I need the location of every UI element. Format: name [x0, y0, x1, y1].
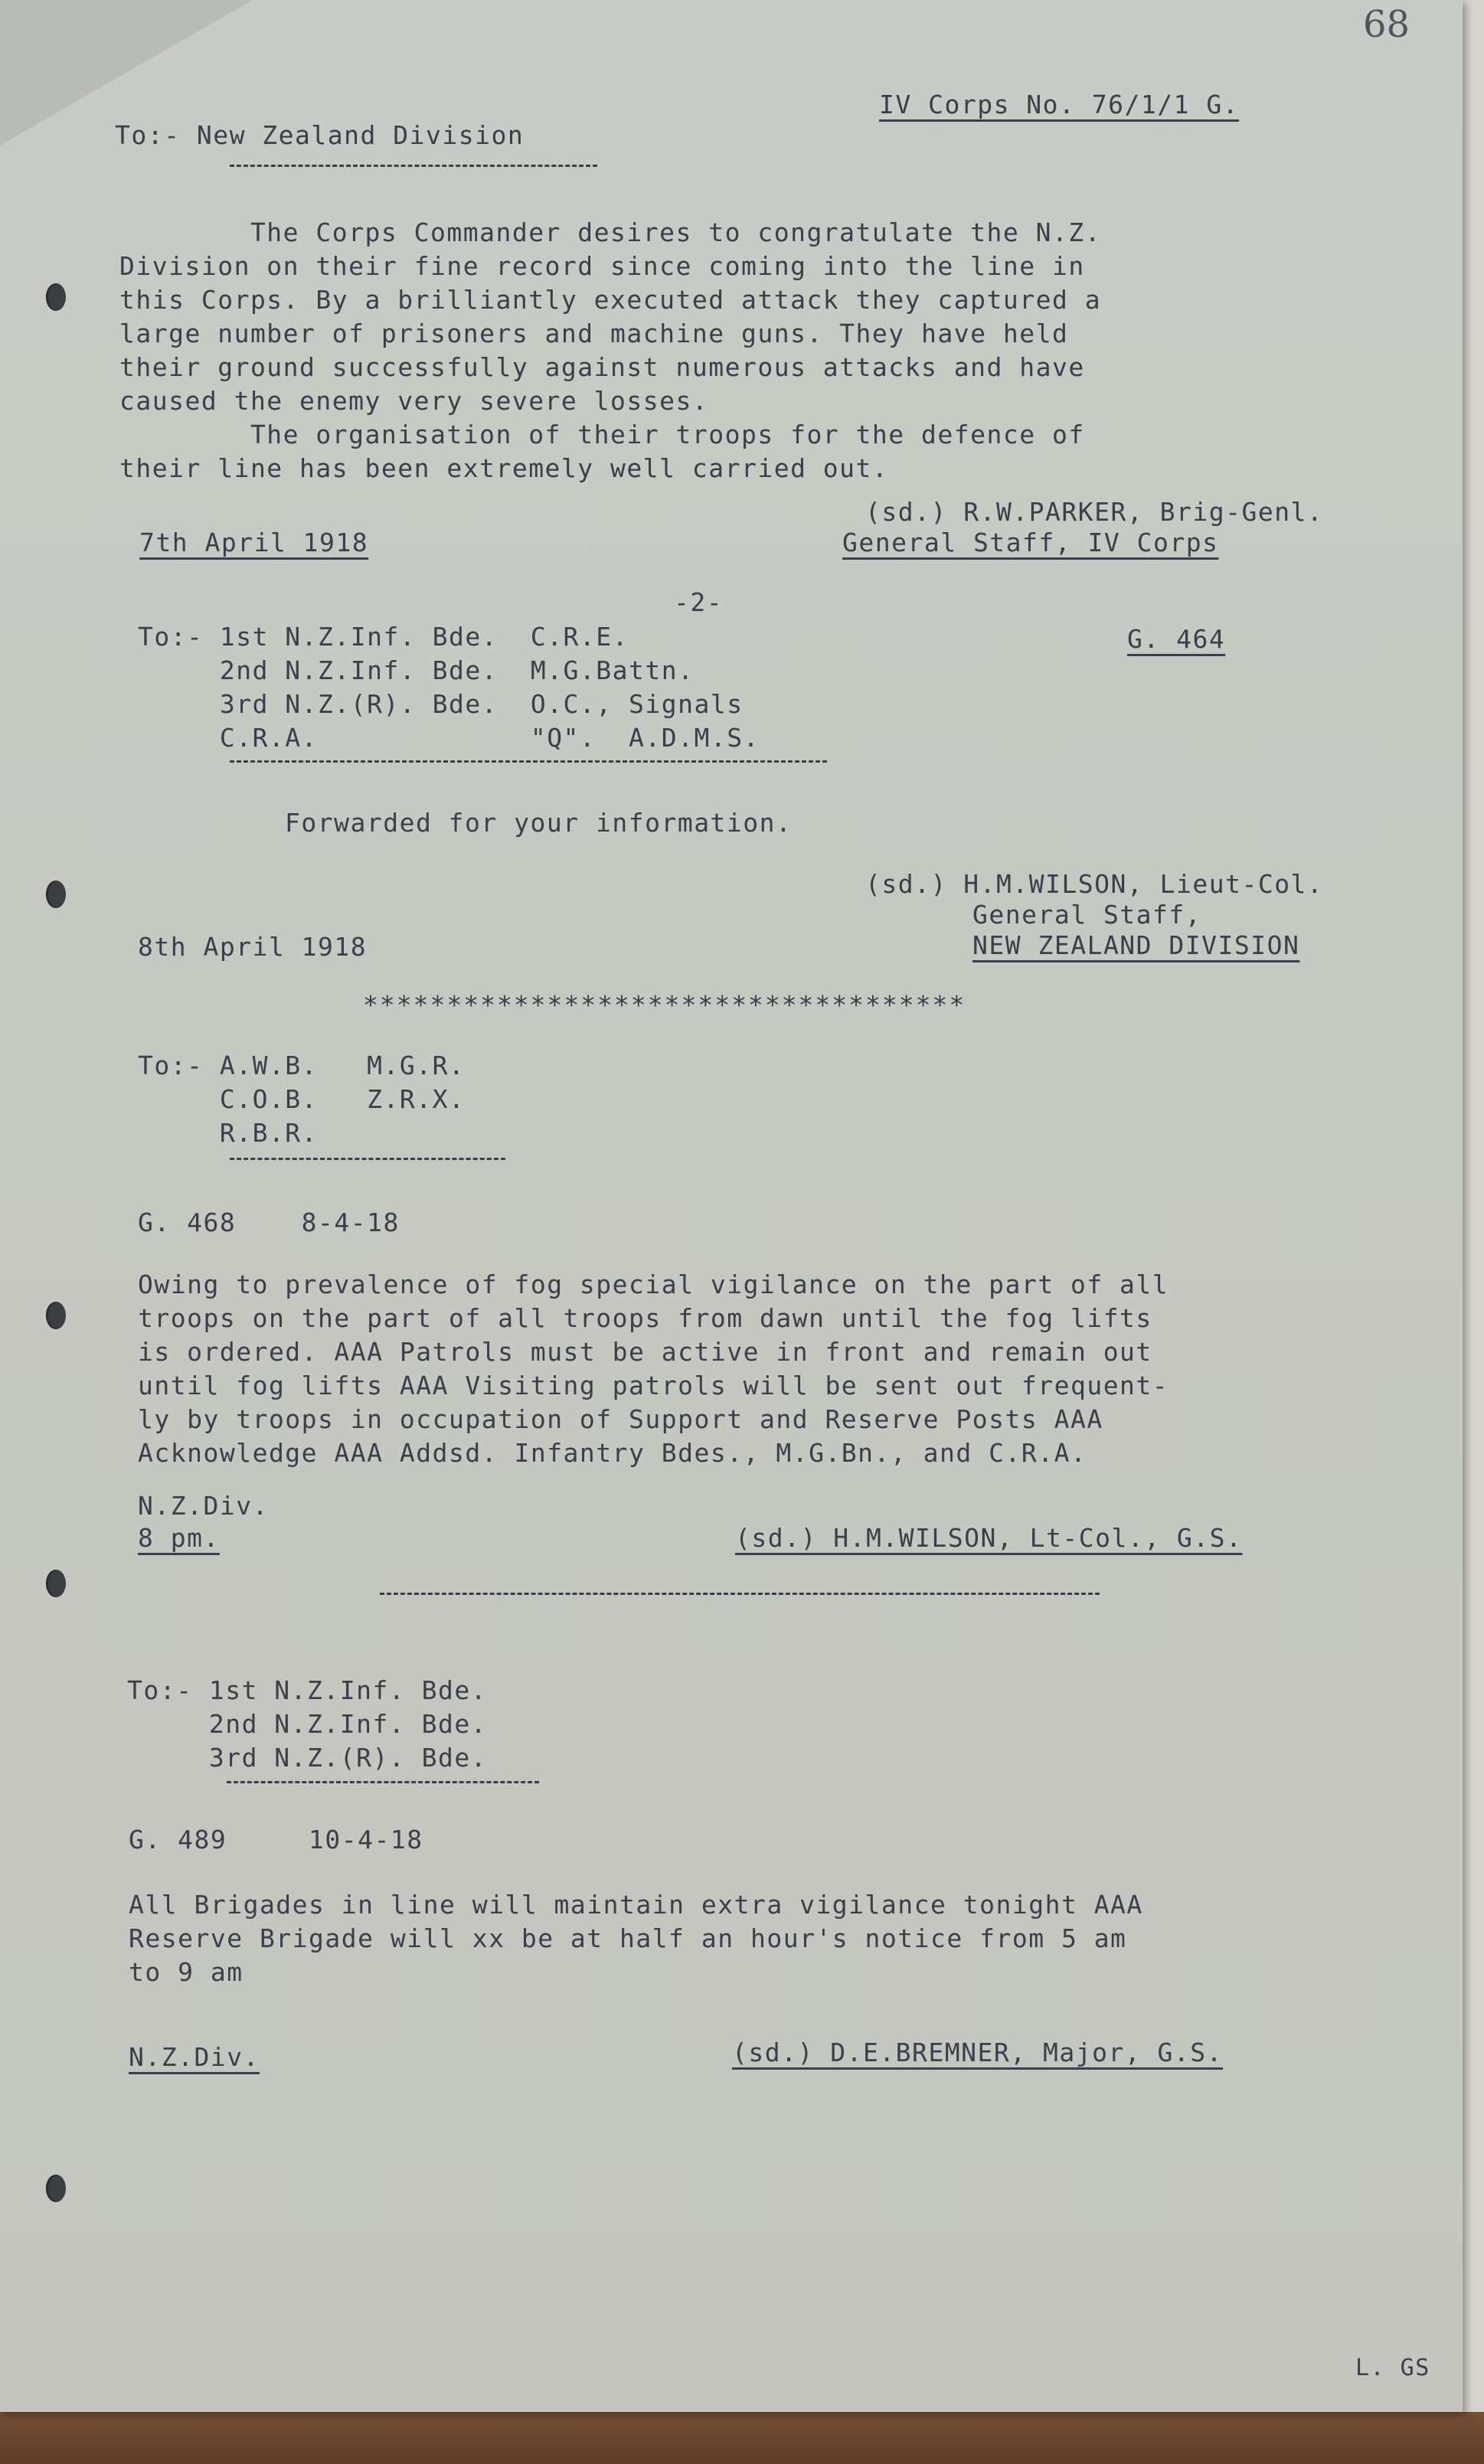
- memo-date: 8th April 1918: [138, 932, 368, 962]
- signature-unit: NEW ZEALAND DIVISION: [972, 930, 1300, 960]
- origin-unit: N.Z.Div.: [138, 1491, 269, 1521]
- memo-line: Reserve Brigade will xx be at half an hour's notice from 5 am: [129, 1923, 1127, 1953]
- memo-line: to 9 am: [129, 1957, 244, 1987]
- memo-line: troops on the part of all troops from dawn until the fog lifts: [138, 1303, 1152, 1333]
- punch-hole: [46, 1302, 66, 1329]
- origin-unit: N.Z.Div.: [129, 2042, 260, 2072]
- signature-name: (sd.) R.W.PARKER, Brig-Genl.: [865, 497, 1324, 527]
- distribution-row: 2nd N.Z.Inf. Bde.: [127, 1709, 488, 1739]
- signature-name: (sd.) H.M.WILSON, Lieut-Col.: [865, 869, 1324, 899]
- signature-title: General Staff,: [972, 900, 1202, 930]
- punch-hole: [46, 2175, 66, 2202]
- distribution-row: To:- A.W.B. M.G.R.: [138, 1051, 466, 1080]
- page-mark: -2-: [674, 587, 724, 617]
- memo-line: Acknowledge AAA Addsd. Infantry Bdes., M.G.Bn., and C.R.A.: [138, 1438, 1087, 1468]
- section-rule: [380, 1593, 1100, 1595]
- memo-line: All Brigades in line will maintain extra vigilance tonight AAA: [129, 1890, 1143, 1920]
- punch-hole: [46, 1570, 66, 1597]
- memo-reference: G. 464: [1127, 624, 1226, 654]
- memo-line: The Corps Commander desires to congratulate the N.Z.: [119, 217, 1102, 247]
- page-number: 68: [1363, 3, 1410, 46]
- corps-reference: IV Corps No. 76/1/1 G.: [879, 90, 1240, 119]
- signature-title: General Staff, IV Corps: [842, 528, 1219, 557]
- punch-hole: [46, 283, 66, 311]
- distribution-row: C.R.A. "Q". A.D.M.S.: [138, 723, 760, 753]
- section-separator: ************************************: [363, 990, 966, 1020]
- memo-reference: G. 468 8-4-18: [138, 1207, 400, 1237]
- memo-date: 7th April 1918: [139, 528, 369, 557]
- memo-body: Forwarded for your information.: [285, 808, 793, 838]
- distribution-rule: [230, 1158, 505, 1160]
- distribution-row: C.O.B. Z.R.X.: [138, 1084, 466, 1114]
- memo-reference: G. 489 10-4-18: [129, 1825, 423, 1855]
- distribution-row: To:- 1st N.Z.Inf. Bde.: [127, 1675, 488, 1705]
- distribution-row: To:- 1st N.Z.Inf. Bde. C.R.E.: [138, 622, 629, 652]
- addressee-line: To:- New Zealand Division: [115, 120, 525, 150]
- memo-line: ly by troops in occupation of Support and Reserve Posts AAA: [138, 1404, 1103, 1434]
- footer-mark: L. GS: [1355, 2355, 1430, 2381]
- addressee-rule: [230, 165, 597, 167]
- distribution-rule: [227, 1781, 539, 1783]
- signature-line: (sd.) D.E.BREMNER, Major, G.S.: [732, 2038, 1224, 2067]
- punch-hole: [46, 881, 66, 908]
- distribution-row: 2nd N.Z.Inf. Bde. M.G.Battn.: [138, 655, 695, 685]
- memo-line: The organisation of their troops for the defence of: [119, 420, 1085, 449]
- distribution-rule: [230, 760, 827, 763]
- memo-time: 8 pm.: [138, 1523, 220, 1553]
- memo-line: their line has been extremely well carried out.: [119, 453, 889, 483]
- distribution-row: R.B.R.: [138, 1118, 319, 1148]
- memo-line: caused the enemy very severe losses.: [119, 386, 709, 416]
- signature-line: (sd.) H.M.WILSON, Lt-Col., G.S.: [735, 1523, 1243, 1553]
- memo-line: their ground successfully against numerous attacks and have: [119, 352, 1085, 382]
- memo-line: until fog lifts AAA Visiting patrols will be sent out frequent-: [138, 1371, 1169, 1400]
- memo-line: this Corps. By a brilliantly executed attack they captured a: [119, 285, 1102, 315]
- memo-line: Division on their fine record since coming into the line in: [119, 251, 1085, 281]
- distribution-row: 3rd N.Z.(R). Bde. O.C., Signals: [138, 689, 744, 719]
- memo-line: large number of prisoners and machine guns. They have held: [119, 319, 1069, 348]
- memo-line: is ordered. AAA Patrols must be active in front and remain out: [138, 1337, 1152, 1367]
- distribution-row: 3rd N.Z.(R). Bde.: [127, 1743, 488, 1773]
- memo-line: Owing to prevalence of fog special vigilance on the part of all: [138, 1270, 1169, 1299]
